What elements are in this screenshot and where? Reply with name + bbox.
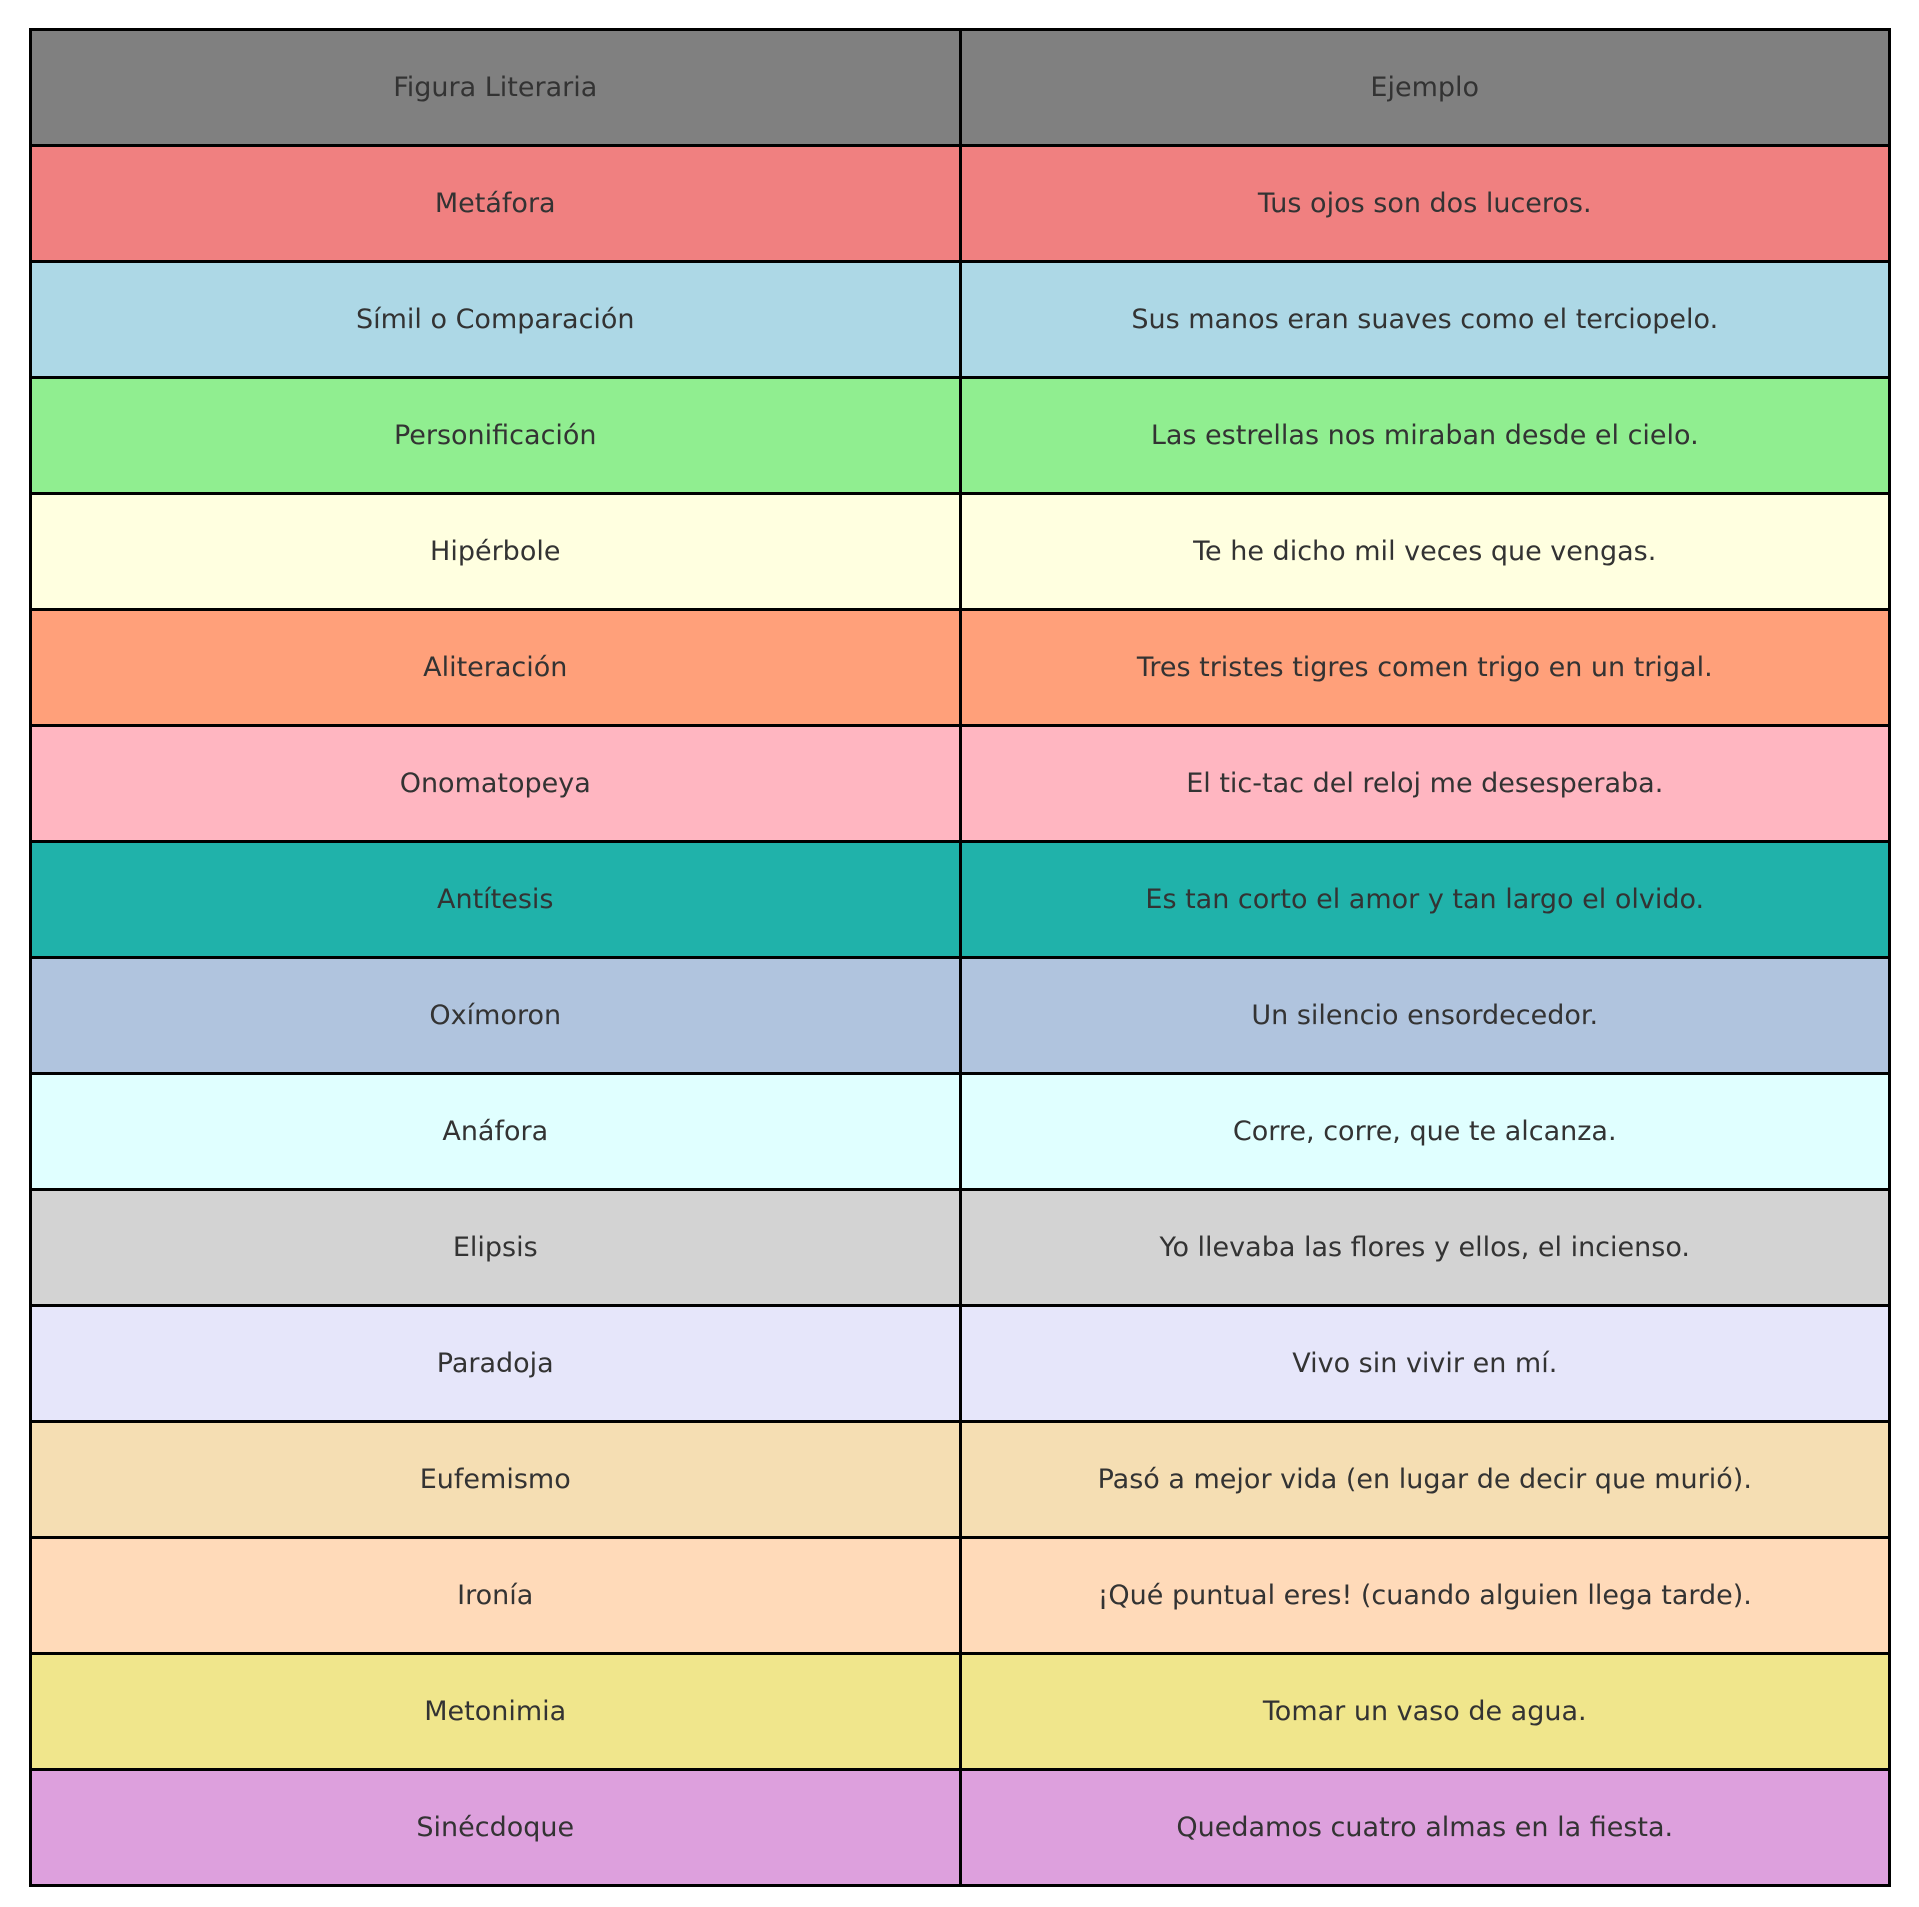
cell-figura: Anáfora <box>31 1074 961 1190</box>
cell-ejemplo: Tres tristes tigres comen trigo en un trigal. <box>960 610 1890 726</box>
table-row <box>31 1770 1890 1886</box>
cell-figura: Antítesis <box>31 842 961 958</box>
table-row <box>31 494 1890 610</box>
cell-ejemplo: Tus ojos son dos luceros. <box>960 146 1890 262</box>
cell-figura: Metáfora <box>31 146 961 262</box>
table-row <box>31 610 1890 726</box>
cell-figura: Paradoja <box>31 1306 961 1422</box>
table-row <box>31 378 1890 494</box>
cell-figura: Símil o Comparación <box>31 262 961 378</box>
table-row <box>31 1654 1890 1770</box>
cell-figura: Oxímoron <box>31 958 961 1074</box>
literary-figures-table-container <box>29 28 1891 1878</box>
cell-ejemplo: Sus manos eran suaves como el terciopelo. <box>960 262 1890 378</box>
table-body <box>31 146 1890 1886</box>
table-row <box>31 146 1890 262</box>
cell-ejemplo: Te he dicho mil veces que vengas. <box>960 494 1890 610</box>
cell-figura: Metonimia <box>31 1654 961 1770</box>
table-row <box>31 1422 1890 1538</box>
cell-figura: Onomatopeya <box>31 726 961 842</box>
table-header <box>31 30 1890 146</box>
table-row <box>31 262 1890 378</box>
table-row <box>31 958 1890 1074</box>
cell-ejemplo: Quedamos cuatro almas en la fiesta. <box>960 1770 1890 1886</box>
cell-figura: Personificación <box>31 378 961 494</box>
cell-figura: Eufemismo <box>31 1422 961 1538</box>
cell-ejemplo: Yo llevaba las flores y ellos, el incienso. <box>960 1190 1890 1306</box>
cell-figura: Ironía <box>31 1538 961 1654</box>
cell-figura: Hipérbole <box>31 494 961 610</box>
cell-ejemplo: Pasó a mejor vida (en lugar de decir que murió). <box>960 1422 1890 1538</box>
cell-ejemplo: Las estrellas nos miraban desde el cielo. <box>960 378 1890 494</box>
cell-figura: Sinécdoque <box>31 1770 961 1886</box>
cell-ejemplo: Un silencio ensordecedor. <box>960 958 1890 1074</box>
cell-figura: Aliteración <box>31 610 961 726</box>
header-cell-ejemplo: Ejemplo <box>960 30 1890 146</box>
table-row <box>31 726 1890 842</box>
table-row <box>31 1190 1890 1306</box>
cell-ejemplo: El tic-tac del reloj me desesperaba. <box>960 726 1890 842</box>
header-cell-figura: Figura Literaria <box>31 30 961 146</box>
table-row <box>31 1306 1890 1422</box>
cell-ejemplo: ¡Qué puntual eres! (cuando alguien llega tarde). <box>960 1538 1890 1654</box>
header-row <box>31 30 1890 146</box>
cell-ejemplo: Tomar un vaso de agua. <box>960 1654 1890 1770</box>
cell-ejemplo: Corre, corre, que te alcanza. <box>960 1074 1890 1190</box>
cell-ejemplo: Vivo sin vivir en mí. <box>960 1306 1890 1422</box>
cell-ejemplo: Es tan corto el amor y tan largo el olvido. <box>960 842 1890 958</box>
literary-figures-table <box>29 28 1891 1887</box>
cell-figura: Elipsis <box>31 1190 961 1306</box>
table-row <box>31 1074 1890 1190</box>
table-row <box>31 842 1890 958</box>
table-row <box>31 1538 1890 1654</box>
